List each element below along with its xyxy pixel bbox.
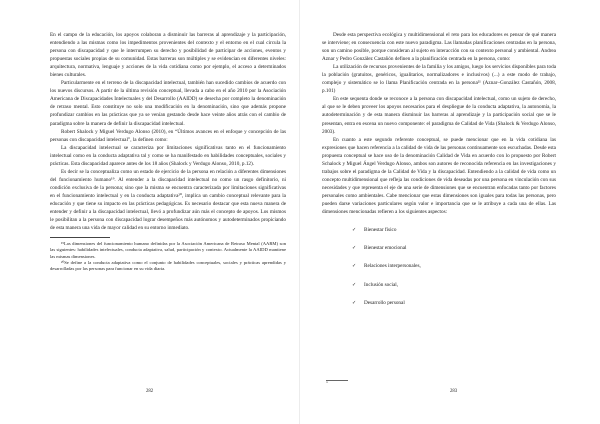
footnote-20: ²⁰Se define a la conducta adaptativa como el conjunto de habilidades conceptuales, sociales y prácticas aprendidas y desarrolladas por las personas para funcionar en su vida diaria. (50, 260, 286, 272)
right-paragraph-3: En este sequenta donde se reconoce a la persona con discapacidad intelectual, como un sujeto de derecho, al que se le deben proveer los apoyos necesarios para el despliegue de la conducta adaptativa, la autonomía, la autodeterminación y de esta manera disminuir las barreras al aprendizaje y la participación social que se le presentan, entra en escena un nuevo componente: el paradigma de Calidad de Vida (Shalock & Verdugo Alonso, 2003). (322, 96, 556, 135)
list-item (322, 221, 556, 239)
check-icon: ✓ (352, 299, 357, 306)
right-paragraph-2: La utilización de recursos provenientes de la familia y los amigos, luego los servicios disponibles para toda la población (gratuitos, genéricos, igualitarios, normalizadores e inclusivos) (...) a este modo de trabajo, complejo y sistemático se lo llama Planificación centrada en la persona²¹ (Aznar–González Castañón, 2008, p.101) (322, 64, 556, 95)
left-paragraph-2: Particularmente en el terreno de la discapacidad intelectual, también han sucedido cambios de acuerdo con los nuevos discursos. A partir de la última revisión conceptual, llevada a cabo en el año 2010 por la Asociación Americana de Discapacidades Intelectuales y del Desarrollo (AAIDD) se desecha por completo la denominación de retraso mental. Esto constituye no solo una modificación en la denominación, sino que además propone profundizar cambios en las prácticas que ya se venían gestando desde hace veinte años atrás con el cambio de paradigma sobre la manera de definir la discapacidad intelectual. (50, 80, 286, 127)
left-paragraph-1: En el campo de la educación, los apoyos colaboran a disminuir las barreras al aprendizaje y la participación, entendiendo a las mismas como los impedimentos provenientes del contexto y el entorno en el cual circula la persona con discapacidad y que le interrumpen su derecho y posibilidad de participar de acciones, eventos y propuestas sociales propias de su comunidad. Estas barreras son múltiples y se evidencian en diferentes niveles: arquitectura, normativa, lenguaje y acciones de la vida cotidiana como por ejemplo, el acceso a determinados bienes culturales. (50, 32, 286, 79)
list-item-label: Bienestar emocional (364, 245, 407, 252)
right-footnote-mark: ²¹ (326, 381, 329, 385)
check-icon: ✓ (352, 227, 357, 234)
check-icon: ✓ (352, 263, 357, 270)
list-item-label: Bienestar físico (364, 227, 397, 234)
left-paragraph-4: La discapacidad intelectual se caracteriza por limitaciones significativas tanto en el funcionamiento intelectual como en la conducta adaptativa tal y como se ha manifestado en habilidades conceptuales, sociales y prácticas. Esta discapacidad aparece antes de los 18 años (Shalock y Verdugo Alonso, 2010, p.12). (50, 144, 286, 167)
footnote-19: ¹⁹Las dimensiones del funcionamiento humano definidas por la Asociación Americana de Retraso Mental (AARM) son las siguientes: habilidades intelectuales, conducta adaptativa, salud, participación y contexto. Actualmente la AAIDD mantiene las mismas dimensiones. (50, 241, 286, 259)
list-item (322, 276, 556, 294)
list-item (322, 257, 556, 275)
list-item (322, 239, 556, 257)
right-paragraph-1: Desde esta perspectiva ecológica y multidimensional el reto para los educadores es pensar de qué manera se interviene; en consecuencia con este nuevo paradigma. Las llamadas planificaciones centradas en la persona, son un camino posible, porque consideran al sujeto en interacción con su contexto personal y ambiental. Andrea Aznar y Pedro González Castañón definen a la planificación centrada en la persona, como: (322, 32, 556, 63)
left-paragraph-5: Es decir se la conceptualiza como un estado de ejercicio de la persona en relación a diferentes dimensiones del funcionamiento humano¹⁹. Al entender a la discapacidad intelectual no como un rasgo definitorio, ni condición exclusiva de la persona; sino que la misma se encuentra caracterizada por limitaciones significativas en el funcionamiento intelectual y en la conducta adaptativa²⁰, implica un cambio conceptual relevante para la educación y que tiene su impacto en las prácticas pedagógicas. Es necesario destacar que esta nueva manera de entender y definir a la discapacidad intelectual, llevó a profundizar aún más el concepto de apoyos. Los mismos le posibilitan a la persona con discapacidad lograr desempeños más autónomos y autodeterminados propiciando de esta manera una vida de mayor calidad en su entorno inmediato. (50, 168, 286, 232)
list-item-label: Inclusión social, (364, 281, 398, 288)
left-page-number: 282 (146, 389, 154, 394)
list-item-label: Desarrollo personal (364, 299, 405, 306)
list-item (322, 294, 556, 312)
check-icon: ✓ (352, 245, 357, 252)
footnote-separator (50, 237, 110, 238)
right-paragraph-4: En cuanto a este segundo referente conceptual, se puede mencionar que en la vida cotidiana las expresiones que hacen referencia a la calidad de vida de las personas continuamente son escuchadas. Desde esta propuesta conceptual se hace uso de la denominación Calidad de Vida en acuerdo con lo propuesto por Robert Schalock y Miguel Ángel Verdugo Alonso, ambos son autores de reconocida referencia en las investigaciones y trabajos sobre el paradigma de la Calidad de Vida y la discapacidad. Entendiendo a la calidad de vida como un concepto multidimensional que refleja las condiciones de vida deseadas por una persona en vinculación con sus necesidades y que representa el eje de una serie de dimensiones que se encuentran enfocadas tanto por factores personales como ambientales. Cabe mencionar que estas dimensiones son iguales para todas las personas, pero pueden darse variaciones particulares según valor e importancia que se le atribuye a cada una de ellas. Las dimensiones mencionadas refieren a los siguientes aspectos: (322, 136, 556, 216)
list-item-label: Relaciones interpersonales, (364, 263, 421, 270)
dimensions-list (322, 221, 556, 312)
left-paragraph-3: Robert Shalock y Miguel Verdugo Alonso (2010), en “Últimos avances en el enfoque y concepción de las personas con discapacidad intelectual”, la definen como: (50, 128, 286, 143)
right-page-number: 283 (450, 389, 458, 394)
right-footnote-separator (326, 380, 348, 381)
check-icon: ✓ (352, 281, 357, 288)
left-footnotes (50, 241, 286, 272)
right-page (300, 0, 600, 424)
